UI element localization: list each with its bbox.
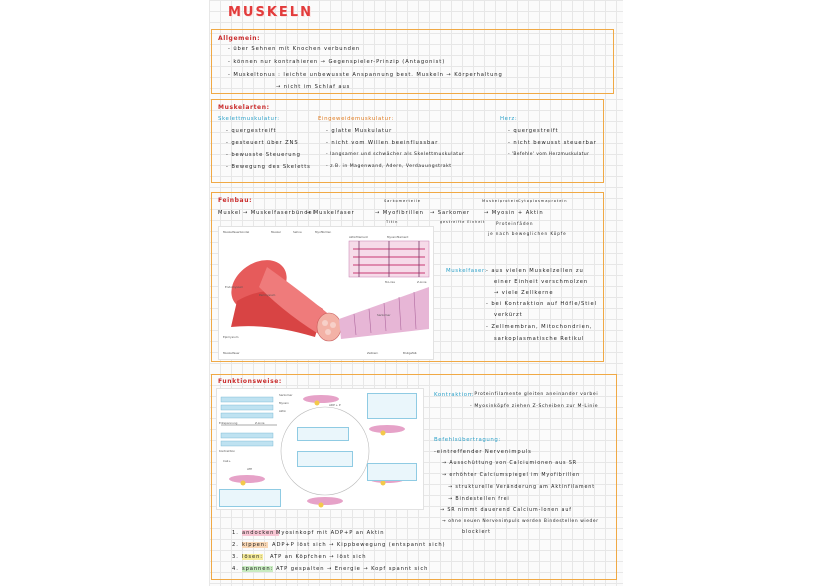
cycle-label: Sarkomer: [279, 393, 293, 397]
kontraktion-line: - Proteinfilamente gleiten aneinander vorbei: [470, 392, 599, 397]
eingeweide-item: - glatte Muskulatur: [326, 128, 393, 134]
step-key: lösen:: [242, 554, 263, 560]
feinbau-heading: Feinbau:: [218, 197, 253, 204]
herz-title: Herz:: [500, 116, 518, 122]
fig-label: Myosinfilament: [387, 235, 409, 239]
step-key: andocken :: [242, 530, 280, 536]
cycle-note: [297, 427, 349, 441]
kontraktion-title: Kontraktion:: [434, 392, 475, 398]
fig-label: Epimysium: [223, 335, 239, 339]
fig-label: Muskelfaser: [223, 351, 240, 355]
herz-item: - nicht bewusst steuerbar: [508, 140, 597, 146]
befehl-line: → erhöhter Calciumspiegel im Myofibrillen: [442, 473, 581, 478]
cycle-note: [367, 463, 417, 481]
skelett-item: - gesteuert über ZNS: [226, 140, 299, 146]
fig-label: Myofibrillen: [315, 230, 332, 234]
cycle-label: ATP: [247, 467, 253, 471]
muskelfaser-line: - aus vielen Muskelzellen zu: [486, 268, 584, 274]
chain-under-label: Titin: [386, 220, 399, 224]
befehl-line: → strukturelle Veränderung am Aktinfilament: [448, 485, 596, 490]
muskelfaser-line: verkürzt: [494, 312, 523, 318]
fig-label: Sehne: [293, 230, 302, 234]
muskelfaser-line: - bei Kontraktion auf Höfle/Stiel: [486, 301, 597, 307]
allgemein-heading: Allgemein:: [218, 35, 261, 42]
cycle-note: [219, 489, 281, 507]
befehl-title: Befehlsübertragung:: [434, 437, 501, 443]
fig-label: Perimysium: [259, 293, 276, 297]
step-number: 1.: [232, 530, 239, 536]
chain-right-label: je nach beweglichen Köpfe: [488, 231, 567, 236]
cycle-note: [297, 451, 353, 467]
step-number: 3.: [232, 554, 239, 560]
muskelfaser-line: - Zellmembran, Mitochondrien,: [486, 324, 593, 330]
chain-top-label: Cytoplasmaprotein: [518, 199, 568, 203]
eingeweide-title: Eingeweidemuskulatur:: [318, 116, 394, 122]
step-number: 2.: [232, 542, 239, 548]
cycle-label: Z-Linie: [255, 421, 265, 425]
allgemein-line: - Muskeltonus : leichte unbewusste Anspannung best. Muskeln → Körperhaltung: [228, 72, 503, 78]
fig-label: Blutgefäß: [403, 351, 417, 355]
step-number: 4.: [232, 566, 239, 572]
herz-item: - quergestreift: [508, 128, 559, 134]
cycle-label: Aktin: [279, 409, 287, 413]
feinbau-chain-myofibrillen: → Myofibrillen: [375, 210, 424, 216]
befehl-line: → ohne neuen Nervenimpuls werden Bindestellen wieder: [442, 519, 599, 524]
cycle-label: ADP + P: [329, 403, 341, 407]
fig-label: M-Linie: [385, 280, 396, 284]
fig-label: Zellkern: [367, 351, 379, 355]
skelett-item: - Bewegung des Skeletts: [226, 164, 311, 170]
fig-label: Sarkomer: [377, 313, 391, 317]
feinbau-chain-sarkomer: → Sarkomer: [430, 210, 470, 216]
step-text: ATP gespalten → Energie → Kopf spannt sich: [276, 566, 429, 572]
step-text: ADP+P löst sich → Kippbewegung (entspannt sich): [272, 542, 446, 548]
muscle-structure-figure: [218, 226, 434, 360]
cycle-label: Ca2+: [223, 459, 231, 463]
feinbau-chain-faser: → Muskelfaser: [306, 210, 355, 216]
eingeweide-item: - z.B. in Magenwand, Adern, Verdauungstrakt: [326, 164, 452, 169]
step-text: ATP an Köpfchen → löst sich: [270, 554, 367, 560]
skelett-title: Skelettmuskulatur:: [218, 116, 280, 122]
chain-under-label: gestreifte Einheit: [440, 220, 486, 224]
page-title: MUSKELN: [228, 5, 313, 20]
step-text: Myosinkopf mit ADP+P an Aktin: [276, 530, 385, 536]
befehl-line: -eintreffender Nervenimpuls: [434, 449, 532, 455]
chain-top-label: Sarkomerteile: [384, 199, 421, 203]
befehl-line: → SR nimmt dauerend Calcium-Ionen auf: [440, 508, 572, 513]
allgemein-line: - über Sehnen mit Knochen verbunden: [228, 46, 361, 52]
kontraktion-line: - Myosinköpfe ziehen Z-Scheiben zur M-Linie: [470, 404, 599, 409]
crossbridge-cycle-figure: [216, 388, 424, 510]
funktionsweise-heading: Funktionsweise:: [218, 378, 282, 385]
muskelfaser-line: → viele Zellkerne: [494, 290, 554, 296]
skelett-item: - bewusste Steuerung: [226, 152, 301, 158]
befehl-line: → Bindestellen frei: [448, 497, 510, 502]
chain-right-label: → Myosin + Aktin: [484, 210, 544, 216]
muscle-illustration: [219, 227, 433, 359]
feinbau-chain-buendel: → Muskelfaserbündel: [243, 210, 315, 216]
befehl-line: → Ausschüttung von Calciumionen aus SR: [442, 461, 578, 466]
allgemein-line: - können nur kontrahieren → Gegenspieler-Prinzip (Antagonist): [228, 59, 446, 65]
fig-label: Muskel: [271, 230, 281, 234]
feinbau-chain-muskel: Muskel: [218, 210, 242, 216]
allgemein-line: → nicht im Schlaf aus: [276, 84, 351, 90]
step-key: spannen:: [242, 566, 274, 572]
muskelfaser-line: einer Einheit verschmolzen: [494, 279, 589, 285]
muskelarten-heading: Muskelarten:: [218, 104, 270, 111]
eingeweide-item: - nicht vom Willen beeinflussbar: [326, 140, 439, 146]
eingeweide-item: - langsamer und schwächer als Skelettmuskulatur: [326, 152, 465, 157]
herz-item: - 'Befehle' vom Herzmuskulatur: [508, 152, 590, 157]
chain-top-label: Muskelprotein: [482, 199, 519, 203]
fig-label: Aktinfilament: [349, 235, 368, 239]
cycle-label: Myosin: [279, 401, 289, 405]
skelett-item: - quergestreift: [226, 128, 277, 134]
fig-label: Muskelfaserbündel: [223, 230, 250, 234]
fig-label: Z-Linie: [417, 280, 427, 284]
befehl-line: blockiert: [462, 530, 491, 535]
muskelfaser-line: sarkoplasmatische Retikul: [494, 336, 585, 342]
fig-label: Endomysium: [225, 285, 244, 289]
cycle-label: Entspannung: [219, 421, 238, 425]
cycle-label: Kontraktion: [219, 449, 236, 453]
chain-right-label: Proteinfäden: [496, 221, 534, 226]
step-key: kippen:: [242, 542, 268, 548]
muskelfaser-title: Muskelfaser:: [446, 268, 488, 274]
cycle-note: [367, 393, 417, 419]
